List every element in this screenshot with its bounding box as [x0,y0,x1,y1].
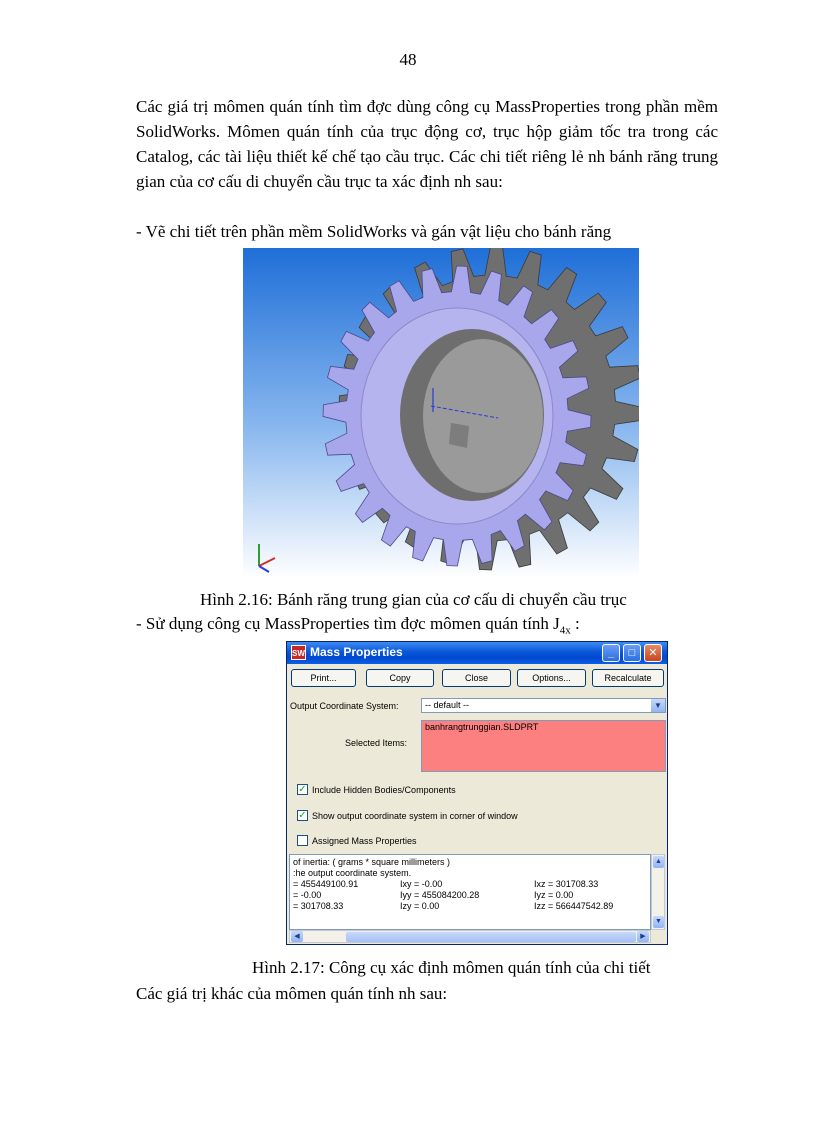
close-button[interactable]: Close [442,669,511,687]
show-coord-label: Show output coordinate system in corner of window [312,811,518,821]
show-coord-checkbox[interactable]: ✓ [298,810,307,821]
results-cell: Iyy = 455084200.28 [400,890,480,900]
vertical-scrollbar[interactable] [651,854,665,930]
results-line: of inertia: ( grams * square millimeters ) [293,857,451,867]
results-textbox[interactable] [289,854,651,930]
results-cell: = -0.00 [293,890,322,900]
results-cell: = 301708.33 [293,901,344,911]
window-titlebar[interactable] [287,642,667,664]
coord-system-label: Output Coordinate System: [290,701,399,711]
figure-caption-2-17: Hình 2.17: Công cụ xác định mômen quán tính của chi tiết [252,958,651,977]
assigned-mass-label: Assigned Mass Properties [312,836,417,846]
include-hidden-label: Include Hidden Bodies/Components [312,785,456,795]
include-hidden-checkbox[interactable]: ✓ [298,784,307,795]
maximize-icon[interactable]: □ [623,644,641,662]
selected-items-list[interactable] [421,720,666,772]
scroll-left-icon[interactable]: ◀ [291,931,303,942]
page-number: 48 [399,50,417,69]
solidworks-icon: SW [291,645,306,660]
results-cell: Izz = 566447542.89 [534,901,614,911]
scroll-up-icon[interactable]: ▲ [653,856,664,868]
scroll-thumb[interactable] [346,932,636,942]
options-button[interactable]: Options... [517,669,586,687]
recalculate-button[interactable]: Recalculate [592,669,664,687]
gear-bore [423,339,543,493]
chevron-down-icon[interactable]: ▼ [651,699,665,712]
intro-paragraph: Các giá trị mômen quán tính tìm đợc dùng công cụ MassProperties trong phần mềm SolidWorks. Mômen quán tính của trục động cơ, trục hộp giảm tốc tra trong các Catalog, các tài liệu thiết kế chế tạo cầu trục. Các chi tiết riêng lẻ nh bánh răng trung gian của cơ cấu di chuyển cầu trục ta xác định nh sau: [136,97,718,191]
step-massproperties-text: - Sử dụng công cụ MassProperties tìm đợc mômen quán tính J [136,614,560,633]
close-icon[interactable]: ✕ [644,644,662,662]
scroll-down-icon[interactable]: ▼ [653,916,664,928]
gear-figure [243,248,639,578]
coord-system-select[interactable] [421,698,666,713]
horizontal-scrollbar[interactable] [289,930,651,943]
results-cell: Ixz = 301708.33 [534,879,599,889]
coord-system-value: -- default -- [425,700,470,710]
selected-items-label: Selected Items: [345,738,408,748]
step-massproperties-tail: : [570,614,580,633]
gear-keyway [449,423,469,448]
mass-properties-window [286,641,668,945]
gear-render [243,248,639,578]
inertia-subscript: 4x [559,624,571,637]
assigned-mass-checkbox[interactable] [297,835,308,846]
figure-caption-2-16: Hình 2.16: Bánh răng trung gian của cơ cấu di chuyển cầu trục [200,590,627,609]
minimize-icon[interactable]: _ [602,644,620,662]
results-cell: = 455449100.91 [293,879,359,889]
print-button[interactable]: Print... [291,669,356,687]
step-draw-part: - Vẽ chi tiết trên phần mềm SolidWorks và gán vật liệu cho bánh răng [136,222,612,241]
results-cell: Ixy = -0.00 [400,879,443,889]
results-cell: Izy = 0.00 [400,901,440,911]
results-cell: Iyz = 0.00 [534,890,574,900]
scroll-right-icon[interactable]: ▶ [637,931,649,942]
selected-item[interactable]: banhrangtrunggian.SLDPRT [425,722,539,732]
results-line: :he output coordinate system. [293,868,412,878]
copy-button[interactable]: Copy [366,669,434,687]
step-massproperties [136,614,580,636]
closing-line: Các giá trị khác của mômen quán tính nh sau: [136,984,448,1003]
window-title: Mass Properties [310,645,403,659]
